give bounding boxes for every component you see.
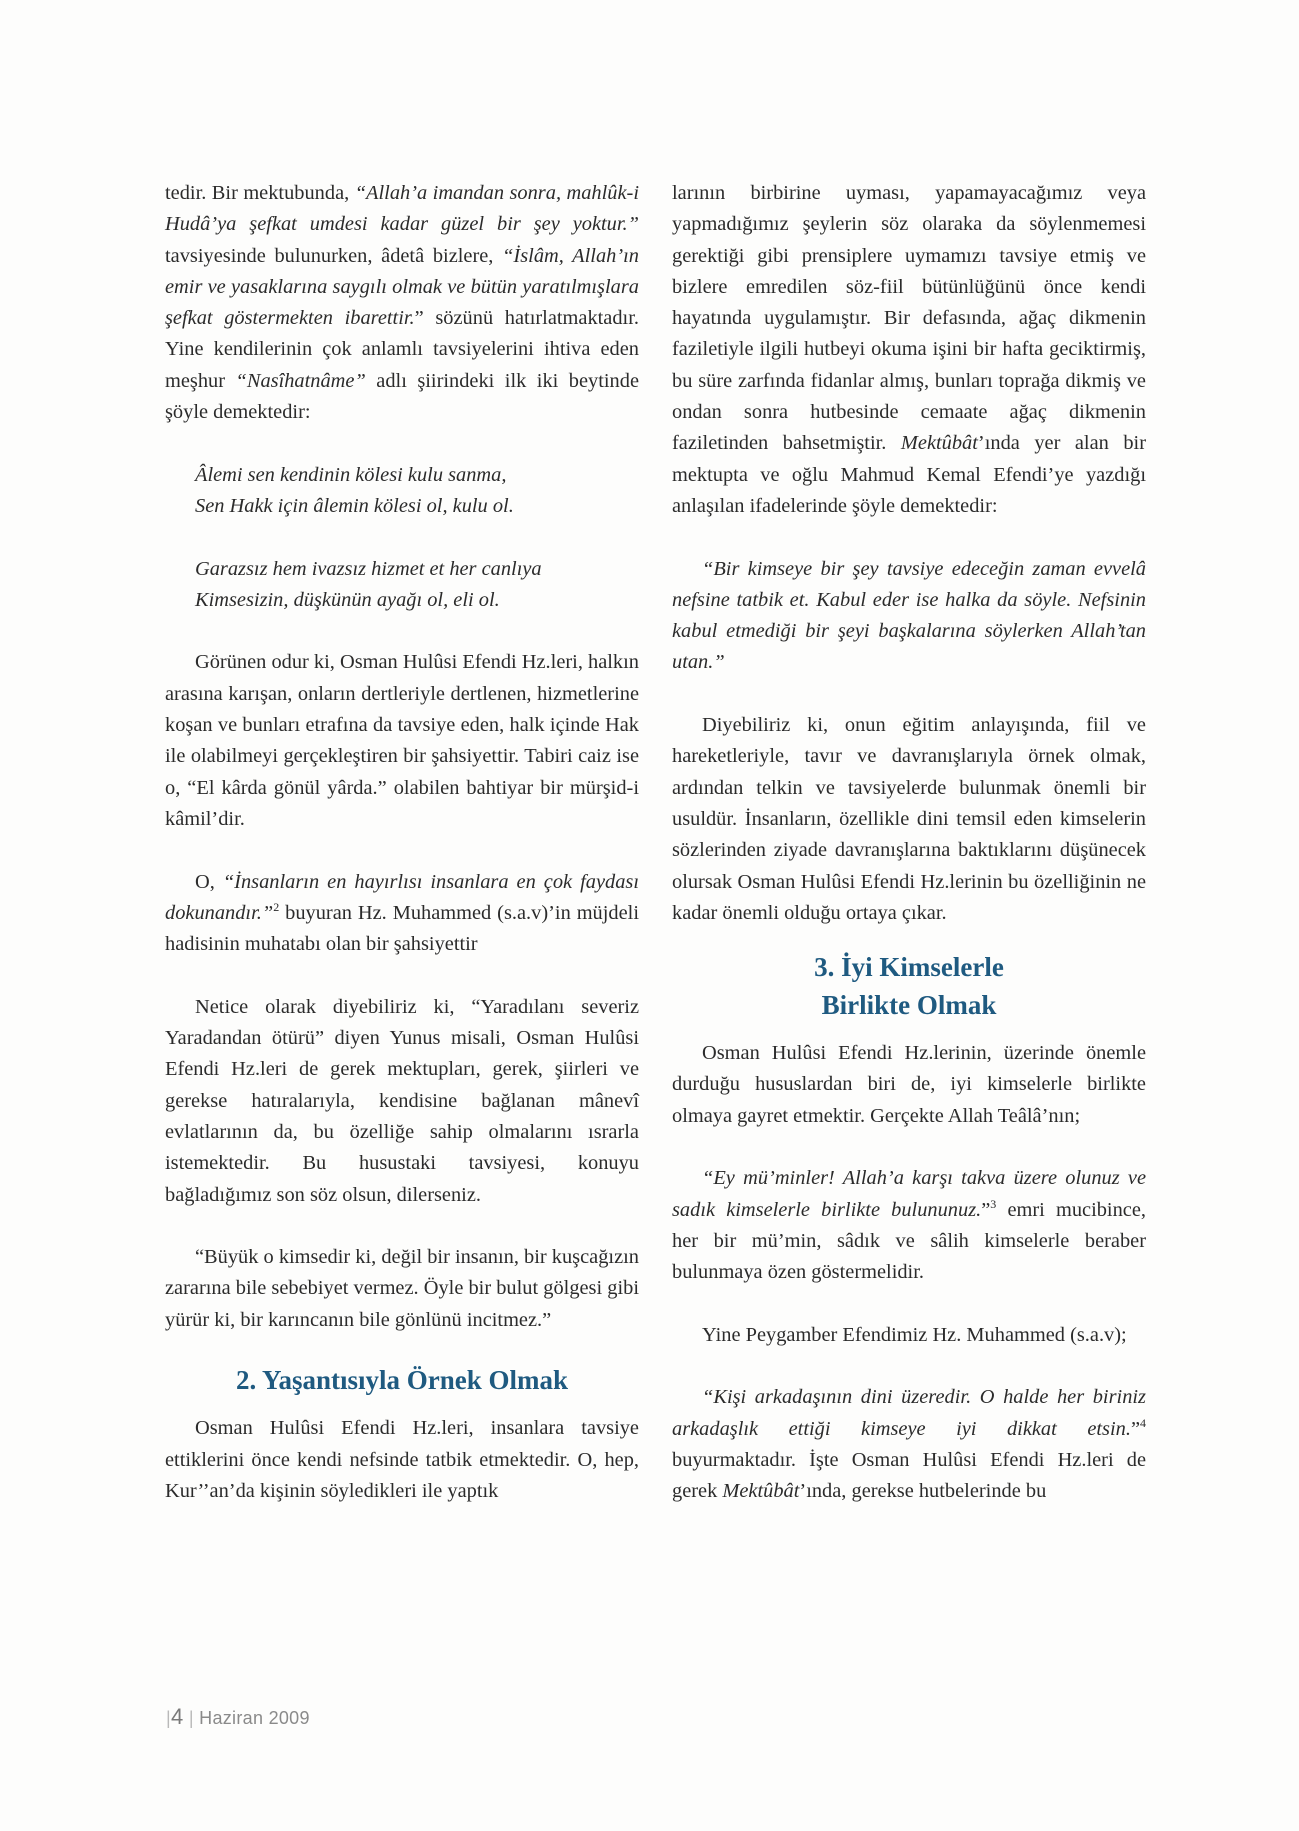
heading-line: Birlikte Olmak: [821, 989, 997, 1020]
text: emri mucibince, her bir mü’min, sâdık ve sâlih kimselerle beraber bulunmaya özen göstermelidir.: [672, 1198, 1146, 1284]
verse-line: Âlemi sen kendinin kölesi kulu sanma,: [195, 463, 507, 486]
paragraph: [672, 1163, 1146, 1288]
quote-paragraph: [672, 554, 1146, 679]
text: adlı şiirindeki ilk iki beytinde şöyle demektedir:: [165, 369, 639, 424]
text: larının birbirine uyması, yapamayacağımız veya yapmadığımız şeylerin söz olaraka da söylenmemesi gerektiği gibi prensiplere uymamızı tavsiye etmiş ve bizlere emredilen söz-fiil bütünlüğünü önce kendi hayatında uygulamıştır. Bir defasında, ağaç dikmenin faziletiyle ilgili hutbeyi okuma işini bir hafta geciktirmiş, bu süre zarfında fidanlar almış, bunları toprağa dikmiş ve ondan sonra hutbesinde cemaate ağaç dikmenin faziletinden bahsetmiştir.: [672, 182, 1146, 455]
text: ”: [1130, 1417, 1140, 1440]
footnote-ref[interactable]: 4: [1140, 1415, 1146, 1430]
work-title: Mektûbât: [722, 1480, 800, 1503]
page-number: 4: [170, 1704, 184, 1729]
paragraph: “Büyük o kimsedir ki, değil bir insanın, bir kuşcağızın zararına bile sebebiyet vermez. Öyle bir bulut gölgesi gibi yürür ki, bir karıncanın bile gönlünü incitmez.”: [165, 1246, 639, 1331]
right-column: [672, 178, 1146, 1508]
issue-date: Haziran 2009: [199, 1708, 310, 1728]
heading-line: 3. İyi Kimselerle: [814, 952, 1004, 983]
paragraph: [672, 178, 1146, 522]
verse-stanza-1: [165, 460, 639, 523]
section-heading: [672, 949, 1146, 1024]
section-heading: 2. Yaşantısıyla Örnek Olmak: [235, 1364, 569, 1395]
verse-line: Kimsesizin, düşkünün ayağı ol, eli ol.: [195, 588, 500, 611]
verse-stanza-2: [165, 554, 639, 617]
footnote-ref[interactable]: 2: [273, 899, 280, 914]
quote: “İslâm, Allah’ın emir ve yasaklarına saygılı olmak ve bütün yaratılmışlara şefkat göstermekten ibarettir.: [165, 244, 639, 330]
quote: “İnsanların en hayırlısı insanlara en çok faydası dokunandır.”: [165, 870, 639, 924]
verse-line: Garazsız hem ivazsız hizmet et her canlıya: [195, 557, 542, 580]
text: buyuran Hz. Muhammed (s.a.v)’in müjdeli hadisinin muhatabı olan bir şahsiyettir: [165, 901, 639, 956]
text: ’ında, gerekse hutbelerinde bu: [799, 1480, 1047, 1503]
paragraph: [672, 1382, 1146, 1507]
text: ”: [981, 1198, 991, 1221]
text: ’ında yer alan bir mektupta ve oğlu Mahmud Kemal Efendi’ye yazdığı anlaşılan ifadelerinde şöyle demektedir:: [672, 432, 1146, 517]
work-title: “Nasîhatnâme”: [235, 369, 366, 392]
footer-divider: |: [166, 1708, 171, 1728]
paragraph: [165, 178, 639, 428]
paragraph: Görünen odur ki, Osman Hulûsi Efendi Hz.leri, halkın arasına karışan, onların dertleriyle dertlenen, hizmetlerine koşan ve bunları etrafına da tavsiye eden, halk içinde Hak ile olabilmeyi gerçekleştiren bir şahsiyettir. Tabiri caiz ise o, “El kârda gönül yârda.” olabilen bahtiyar bir mürşid-i kâmil’dir.: [165, 651, 639, 830]
left-column: [165, 178, 639, 1507]
paragraph: Netice olarak diyebiliriz ki, “Yaradılanı severiz Yaradandan ötürü” diyen Yunus misali, Osman Hulûsi Efendi Hz.leri de gerek mektupları, gerek, şiirleri ve gerekse hatıralarıyla, kendisine bağlanan mânevî evlatlarının da, bu özelliğe sahip olmalarını ısrarla istemektedir. Bu husustaki tavsiyesi, konuyu bağladığımız son söz olsun, dilerseniz.: [165, 995, 639, 1206]
text: O,: [195, 870, 223, 893]
quote: “Allah’a imandan sonra, mahlûk-i Hudâ’ya şefkat umdesi kadar güzel bir şey yoktur.”: [165, 182, 639, 236]
page-footer: [166, 1704, 310, 1730]
text: tedir. Bir mektubunda,: [165, 182, 355, 204]
text: ” sözünü hatırlatmaktadır. Yine kendilerinin çok anlamlı tavsiyelerini ihtiva eden meşhur: [165, 307, 639, 392]
quote: “Bir kimseye bir şey tavsiye edeceğin zaman evvelâ nefsine tatbik et. Kabul eder ise halka da söyle. Nefsinin kabul etmediği bir şeyi başkalarına söylerken Allah’tan utan.”: [672, 557, 1146, 674]
text: tavsiyesinde bulunurken, âdetâ bizlere,: [165, 244, 503, 267]
footnote-ref[interactable]: 3: [990, 1196, 997, 1211]
paragraph: [165, 867, 639, 961]
work-title: Mektûbât: [900, 432, 978, 455]
quote: “Kişi arkadaşının dini üzeredir. O halde her biriniz arkadaşlık ettiği kimseye iyi dikkat etsin.: [672, 1386, 1146, 1440]
quote: “Ey mü’minler! Allah’a karşı takva üzere olunuz ve sadık kimselerle birlikte bulununuz.: [672, 1167, 1146, 1221]
paragraph: Osman Hulûsi Efendi Hz.leri, insanlara tavsiye ettiklerini önce kendi nefsinde tatbik etmektedir. O, hep, Kur’’an’da kişinin söyledikleri ile yaptık: [165, 1417, 639, 1503]
paragraph: Diyebiliriz ki, onun eğitim anlayışında, fiil ve hareketleriyle, tavır ve davranışlarıyla örnek olmak, ardından telkin ve tavsiyelerde bulunmak önemli bir usuldür. İnsanların, özellikle dini temsil eden kimselerin sözlerinden ziyade davranışlarına baktıklarını düşünecek olursak Osman Hulûsi Efendi Hz.lerinin bu özelliğinin ne kadar önemli olduğu ortaya çıkar.: [672, 714, 1146, 924]
paragraph: Osman Hulûsi Efendi Hz.lerinin, üzerinde önemle durduğu hususlardan biri de, iyi kimselerle birlikte olmaya gayret etmektir. Gerçekte Allah Teâlâ’nın;: [672, 1042, 1146, 1127]
footer-divider: |: [188, 1708, 194, 1728]
text: buyurmaktadır. İşte Osman Hulûsi Efendi Hz.leri de gerek: [672, 1448, 1146, 1503]
paragraph: Yine Peygamber Efendimiz Hz. Muhammed (s.a.v);: [702, 1323, 1127, 1346]
verse-line: Sen Hakk için âlemin kölesi ol, kulu ol.: [195, 494, 514, 517]
